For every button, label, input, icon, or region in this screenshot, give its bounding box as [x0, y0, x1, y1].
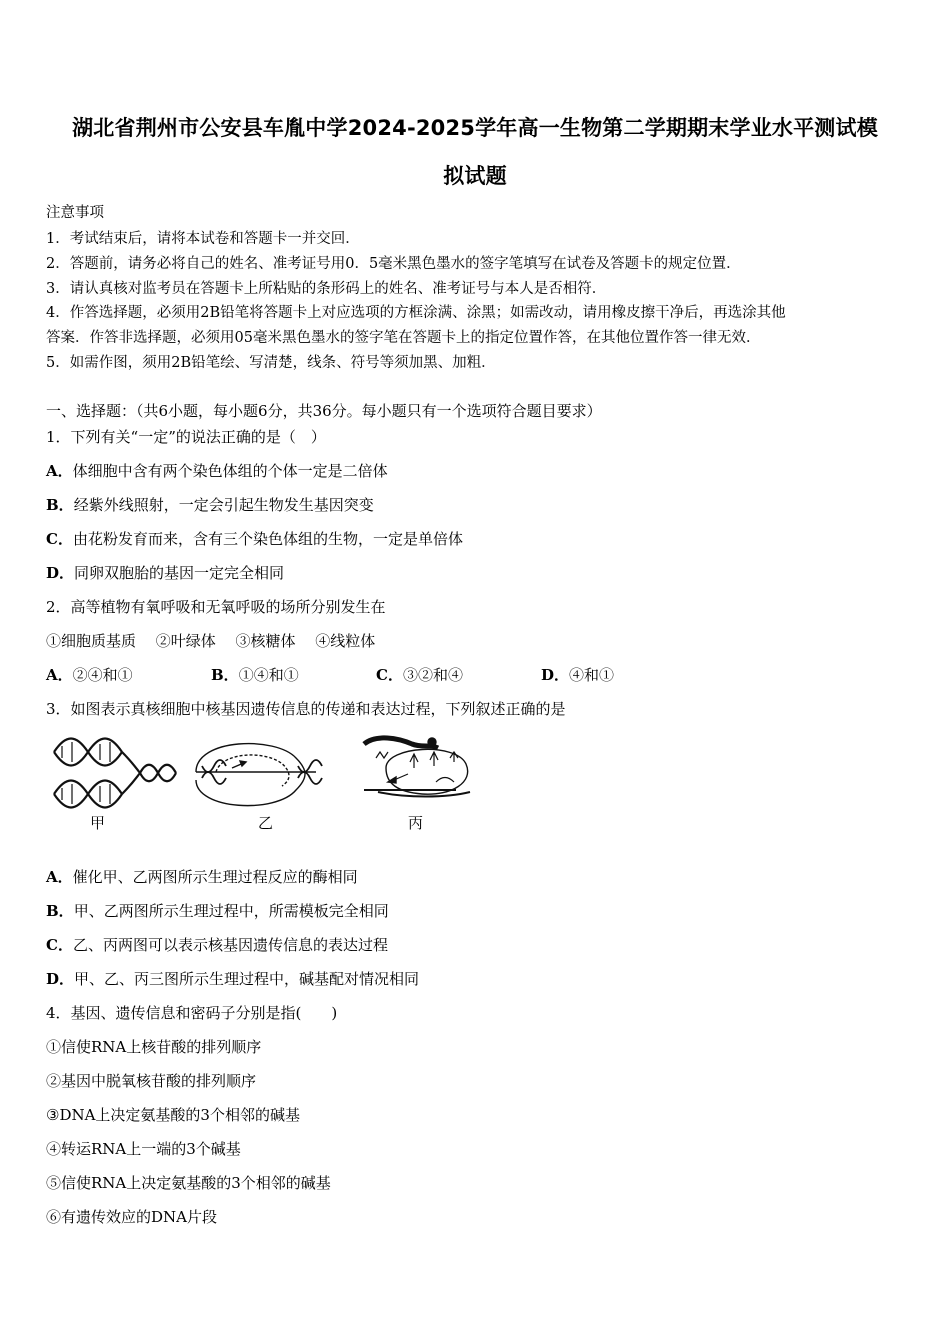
question-item: ⑤信使RNA上决定氨基酸的3个相邻的碱基 — [46, 1174, 331, 1192]
option-row — [46, 900, 906, 921]
question-items: ①细胞质基质 ②叶绿体 ③核糖体 ④线粒体 — [46, 632, 376, 650]
question-stem: 3．如图表示真核细胞中核基因遗传信息的传递和表达过程，下列叙述正确的是 — [46, 700, 566, 718]
section-heading: 一、选择题：（共6小题，每小题6分，共36分。每小题只有一个选项符合题目要求） — [46, 402, 602, 420]
notice-item: 2．答题前，请务必将自己的姓名、准考证号用0．5毫米黑色墨水的签字笔填写在试卷及答题卡的规定位置． — [46, 256, 741, 272]
notice-item: 5．如需作图，须用2B铅笔绘、写清楚，线条、符号等须加黑、加粗． — [46, 355, 496, 371]
option-label: A． — [46, 666, 73, 684]
option-text: ④和① — [569, 666, 615, 684]
option-label: A． — [46, 868, 73, 886]
page-title-line1: 湖北省荆州市公安县车胤中学2024-2025学年高一生物第二学期期末学业水平测试模 — [72, 116, 878, 140]
translation-diagram — [364, 738, 470, 797]
notice-heading: 注意事项 — [46, 205, 104, 221]
option-text: ①④和① — [238, 666, 299, 684]
option-label: B． — [211, 666, 239, 684]
question-item: ③DNA上决定氨基酸的3个相邻的碱基 — [46, 1106, 300, 1124]
figure-label-yi: 乙 — [258, 814, 274, 832]
option-label: D． — [46, 564, 75, 582]
option-text: ③②和④ — [402, 666, 463, 684]
option-row — [46, 866, 906, 887]
notice-item: 4．作答选择题，必须用2B铅笔将答题卡上对应选项的方框涂满、涂黑；如需改动，请用橡皮擦干净后，再选涂其他 — [46, 305, 786, 321]
option-label: C． — [46, 530, 73, 548]
option-text: 同卵双胞胎的基因一定完全相同 — [74, 564, 285, 582]
option-row — [46, 460, 906, 481]
question-stem: 4．基因、遗传信息和密码子分别是指( ) — [46, 1004, 338, 1022]
notice-item: 1．考试结束后，请将本试卷和答题卡一并交回． — [46, 231, 360, 247]
figure-label-jia: 甲 — [90, 814, 106, 832]
option-text: 乙、丙两图可以表示核基因遗传信息的表达过程 — [72, 936, 388, 954]
option-label: B． — [46, 902, 74, 920]
option-label: D． — [46, 970, 75, 988]
option-text: 催化甲、乙两图所示生理过程反应的酶相同 — [72, 868, 358, 886]
option-label: B． — [46, 496, 74, 514]
notice-item: 3．请认真核对监考员在答题卡上所粘贴的条形码上的姓名、准考证号与本人是否相符． — [46, 281, 607, 297]
question-item: ②基因中脱氧核苷酸的排列顺序 — [46, 1072, 257, 1090]
option-label: A． — [46, 462, 73, 480]
question-stem: 1．下列有关“一定”的说法正确的是（ ） — [46, 428, 326, 446]
notice-item: 答案．作答非选择题，必须用05毫米黑色墨水的签字笔在答题卡上的指定位置作答，在其他位置作答一律无效． — [46, 330, 761, 346]
option-row — [46, 562, 906, 583]
option-text: 由花粉发育而来，含有三个染色体组的生物，一定是单倍体 — [72, 530, 463, 548]
option-label: D． — [541, 666, 570, 684]
option-text: 经紫外线照射，一定会引起生物发生基因突变 — [73, 496, 374, 514]
option-text: ②④和① — [72, 666, 133, 684]
question-item: ④转运RNA上一端的3个碱基 — [46, 1140, 241, 1158]
dna-replication-diagram — [54, 739, 176, 808]
option-row — [46, 664, 906, 685]
option-text: 体细胞中含有两个染色体组的个体一定是二倍体 — [72, 462, 388, 480]
option-row — [46, 528, 906, 549]
option-text: 甲、乙、丙三图所示生理过程中，碱基配对情况相同 — [74, 970, 420, 988]
option-label: C． — [46, 936, 73, 954]
option-text: 甲、乙两图所示生理过程中，所需模板完全相同 — [73, 902, 389, 920]
option-row — [46, 494, 906, 515]
option-row — [46, 968, 906, 989]
figure-label-bing: 丙 — [408, 814, 424, 832]
page-title-line2: 拟试题 — [443, 164, 507, 188]
transcription-diagram — [196, 744, 322, 806]
option-label: C． — [376, 666, 403, 684]
question-item: ①信使RNA上核苷酸的排列顺序 — [46, 1038, 262, 1056]
question-item: ⑥有遗传效应的DNA片段 — [46, 1208, 217, 1226]
question-stem: 2．高等植物有氧呼吸和无氧呼吸的场所分别发生在 — [46, 598, 386, 616]
option-row — [46, 934, 906, 955]
